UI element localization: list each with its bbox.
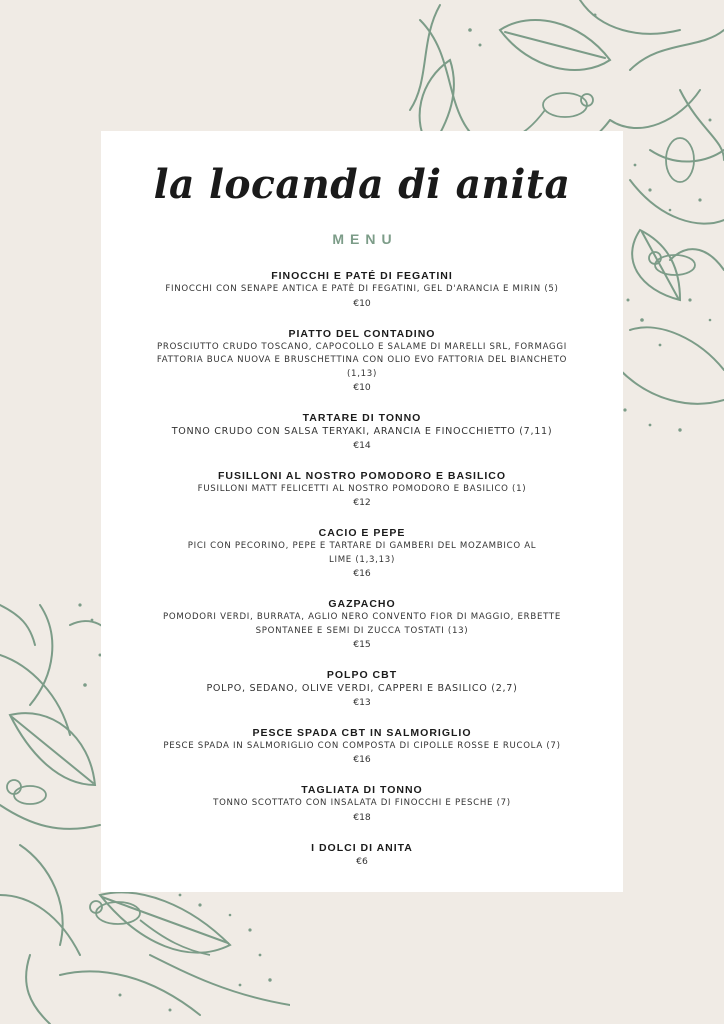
menu-card [101, 131, 623, 892]
item-name: CACIO E PEPE [318, 527, 406, 539]
item-name: PIATTO DEL CONTADINO [288, 327, 436, 340]
item-name: TARTARE DI TONNO [302, 412, 422, 424]
item-name: GAZPACHO [328, 598, 396, 610]
item-description: PICI CON PECORINO, PEPE E TARTARE DI GAMBERI DEL MOZAMBICO AL LIME (1,3,13) [187, 541, 537, 565]
item-description: PESCE SPADA IN SALMORIGLIO CON COMPOSTA DI CIPOLLE ROSSE E RUCOLA (7) [163, 740, 561, 751]
item-price: €18 [353, 811, 371, 823]
menu-items [101, 269, 623, 869]
item-description: POMODORI VERDI, BURRATA, AGLIO NERO CONVENTO FIOR DI MAGGIO, ERBETTE SPONTANEE E SEMI DI ZUCCA TOSTATI (13) [163, 612, 561, 636]
menu-item [147, 783, 577, 825]
item-description: POLPO, SEDANO, OLIVE VERDI, CAPPERI E BASILICO (2,7) [206, 683, 518, 694]
item-price: €16 [353, 754, 371, 765]
item-name: FINOCCHI E PATÉ DI FEGATINI [271, 270, 453, 282]
menu-item [147, 668, 577, 710]
menu-item [147, 269, 577, 311]
item-name: PESCE SPADA CBT IN SALMORIGLIO [252, 726, 472, 739]
menu-item [147, 469, 577, 511]
menu-item [147, 841, 577, 869]
item-price: €6 [356, 855, 368, 867]
menu-item [147, 597, 577, 652]
item-name: TAGLIATA DI TONNO [301, 784, 423, 796]
item-price: €13 [353, 696, 371, 708]
item-description: TONNO SCOTTATO CON INSALATA DI FINOCCHI E PESCHE (7) [213, 798, 511, 808]
item-price: €16 [353, 568, 371, 579]
item-description: TONNO CRUDO CON SALSA TERYAKI, ARANCIA E FINOCCHIETTO (7,11) [171, 426, 553, 437]
item-price: €14 [353, 439, 371, 451]
menu-item [147, 526, 577, 581]
item-description: FINOCCHI CON SENAPE ANTICA E PATÈ DI FEGATINI, GEL D'ARANCIA E MIRIN (5) [165, 284, 559, 294]
item-price: €12 [353, 497, 371, 508]
item-price: €10 [353, 382, 371, 393]
item-price: €15 [353, 639, 371, 650]
menu-item [147, 411, 577, 453]
restaurant-title: la locanda di anita [153, 161, 571, 208]
item-name: FUSILLONI AL NOSTRO POMODORO E BASILICO [217, 469, 507, 482]
item-name: POLPO CBT [326, 669, 398, 681]
menu-heading: MENU [332, 231, 398, 247]
menu-item [147, 726, 577, 768]
item-description: FUSILLONI MATT FELICETTI AL NOSTRO POMODORO E BASILICO (1) [197, 483, 527, 494]
menu-item [147, 327, 577, 396]
item-name: I DOLCI DI ANITA [311, 841, 413, 854]
item-description: PROSCIUTTO CRUDO TOSCANO, CAPOCOLLO E SALAME DI MARELLI SRL, FORMAGGI FATTORIA BUCA NUOVA E BRUSCHETTINA CON OLIO EVO FATTORIA DEL BIANCHETO (1,13) [156, 341, 568, 379]
item-price: €10 [353, 297, 371, 309]
